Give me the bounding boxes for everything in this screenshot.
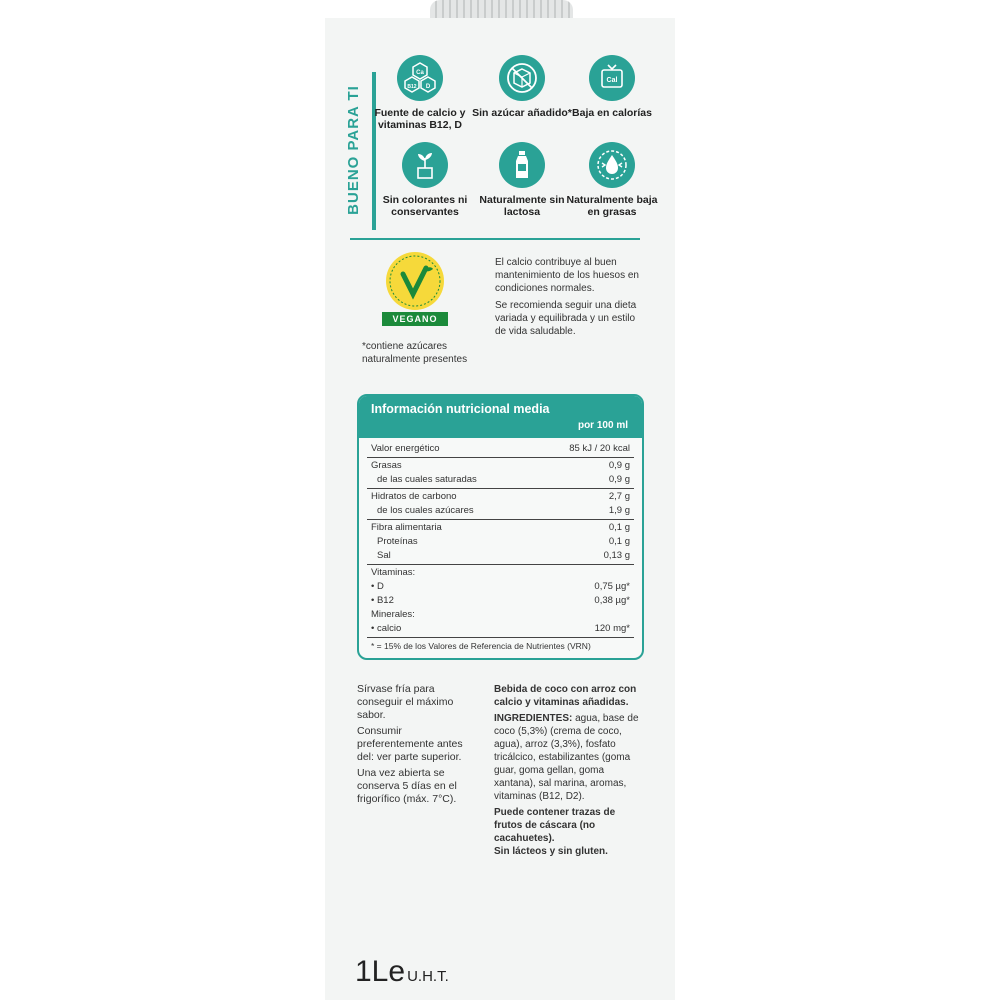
bottle-icon — [499, 142, 545, 188]
row-label: Hidratos de carbono — [371, 491, 457, 502]
benefit-label: Baja en calorías — [572, 107, 652, 119]
benefit-low-fat — [562, 142, 662, 218]
table-row — [359, 566, 642, 580]
row-value: 0,75 µg* — [594, 581, 630, 592]
row-value: 85 kJ / 20 kcal — [569, 443, 630, 454]
table-row — [359, 473, 642, 487]
product-name: Bebida de coco con arroz con calcio y vitaminas añadidas. — [494, 684, 637, 708]
plant-icon — [402, 142, 448, 188]
row-label: de las cuales saturadas — [377, 474, 477, 485]
row-label: • calcio — [371, 623, 402, 634]
vegan-label: VEGANO — [382, 312, 448, 326]
row-label: Fibra alimentaria — [371, 522, 442, 533]
product-info — [494, 683, 644, 861]
ingredients-label: INGREDIENTES: — [494, 713, 573, 724]
table-footnote — [359, 639, 642, 653]
row-label: Grasas — [371, 460, 402, 471]
storage-instructions — [357, 683, 477, 809]
row-value: 120 mg* — [594, 623, 630, 634]
nutrition-header — [359, 396, 642, 438]
volume-mark — [355, 955, 449, 989]
row-divider — [367, 488, 634, 489]
table-row — [359, 521, 642, 535]
claim-diet: Se recomienda seguir una dieta variada y equilibrada y un estilo de vida saludable. — [495, 300, 637, 337]
benefit-no-sugar — [472, 55, 572, 119]
nutrition-title: Información nutricional media — [371, 402, 550, 416]
row-divider — [367, 637, 634, 638]
row-value: 0,38 µg* — [594, 595, 630, 606]
nutrition-per: por 100 ml — [577, 420, 628, 431]
row-value: 0,9 g — [608, 474, 630, 485]
table-row — [359, 459, 642, 473]
row-value: 0,9 g — [608, 460, 630, 471]
row-label: Minerales: — [371, 609, 415, 620]
table-row — [359, 622, 642, 636]
benefit-label: Sin colorantes ni conservantes — [382, 194, 468, 218]
table-row — [359, 490, 642, 504]
benefit-no-colorants — [375, 142, 475, 218]
b12-glyph: B12 — [407, 84, 417, 90]
cal-glyph: Cal — [606, 77, 618, 84]
row-value: 0,1 g — [608, 536, 630, 547]
table-row — [359, 549, 642, 563]
benefit-lactose-free — [472, 142, 572, 218]
row-label: de los cuales azúcares — [377, 505, 474, 516]
row-value: 0,1 g — [608, 522, 630, 533]
benefit-label: Naturalmente sin lactosa — [479, 194, 565, 218]
footnote-text: * = 15% de los Valores de Referencia de Nutrientes (VRN) — [371, 641, 591, 651]
table-row — [359, 535, 642, 549]
row-divider — [367, 457, 634, 458]
benefit-label: Naturalmente baja en grasas — [566, 194, 658, 218]
benefit-calcium — [370, 55, 470, 131]
table-row — [359, 504, 642, 518]
no-sugar-icon — [499, 55, 545, 101]
calcium-glyph: Ca — [416, 70, 424, 76]
nutrition-table — [357, 394, 644, 660]
row-label: Vitaminas: — [371, 567, 416, 578]
storage-best-before: Consumir preferentemente antes del: ver parte superior. — [357, 725, 463, 763]
vegan-v-icon — [386, 252, 444, 310]
benefit-low-calorie — [562, 55, 662, 119]
row-label: • B12 — [371, 595, 394, 606]
ingredients-paragraph — [494, 712, 644, 803]
table-row — [359, 442, 642, 456]
row-label: Proteínas — [377, 536, 418, 547]
row-label: • D — [371, 581, 384, 592]
storage-serve: Sírvase fría para conseguir el máximo sabor. — [357, 683, 454, 721]
storage-opened: Una vez abierta se conserva 5 días en el frigorífico (máx. 7°C). — [357, 767, 457, 805]
row-value: 1,9 g — [608, 505, 630, 516]
side-title-text: BUENO PARA TI — [345, 85, 362, 215]
benefit-label: Sin azúcar añadido* — [472, 107, 572, 119]
volume-amount: 1Le — [355, 955, 406, 988]
health-claims — [495, 256, 645, 342]
table-row — [359, 594, 642, 608]
section-divider — [350, 238, 640, 240]
benefit-label: Fuente de calcio y vitaminas B12, D — [374, 107, 466, 131]
table-row — [359, 580, 642, 594]
row-value: 0,13 g — [603, 550, 630, 561]
drop-icon — [589, 142, 635, 188]
sugar-note: *contiene azúcares naturalmente presentes — [362, 341, 468, 365]
low-calorie-icon — [589, 55, 635, 101]
row-value: 2,7 g — [608, 491, 630, 502]
allergen-warning: Puede contener trazas de frutos de cáscara (no cacahuetes). — [494, 807, 616, 844]
claim-calcium: El calcio contribuye al buen mantenimiento de los huesos en condiciones normales. — [495, 257, 639, 294]
row-label: Sal — [377, 550, 391, 561]
free-from: Sin lácteos y sin gluten. — [494, 846, 608, 857]
volume-process: U.H.T. — [407, 968, 449, 985]
vegan-badge — [382, 252, 448, 326]
ingredients-text: agua, base de coco (5,3%) (crema de coco, agua), arroz (3,3%), fosfato tricálcico, estabilizantes (goma guar, goma gellan, goma xantana), sal marina, aromas, vitaminas (B12, D2). — [494, 713, 639, 802]
row-divider — [367, 564, 634, 565]
row-divider — [367, 519, 634, 520]
table-row — [359, 608, 642, 622]
row-label: Valor energético — [371, 443, 440, 454]
d-glyph: D — [425, 84, 431, 90]
side-title — [336, 70, 372, 230]
calcium-vitamins-icon — [397, 55, 443, 101]
